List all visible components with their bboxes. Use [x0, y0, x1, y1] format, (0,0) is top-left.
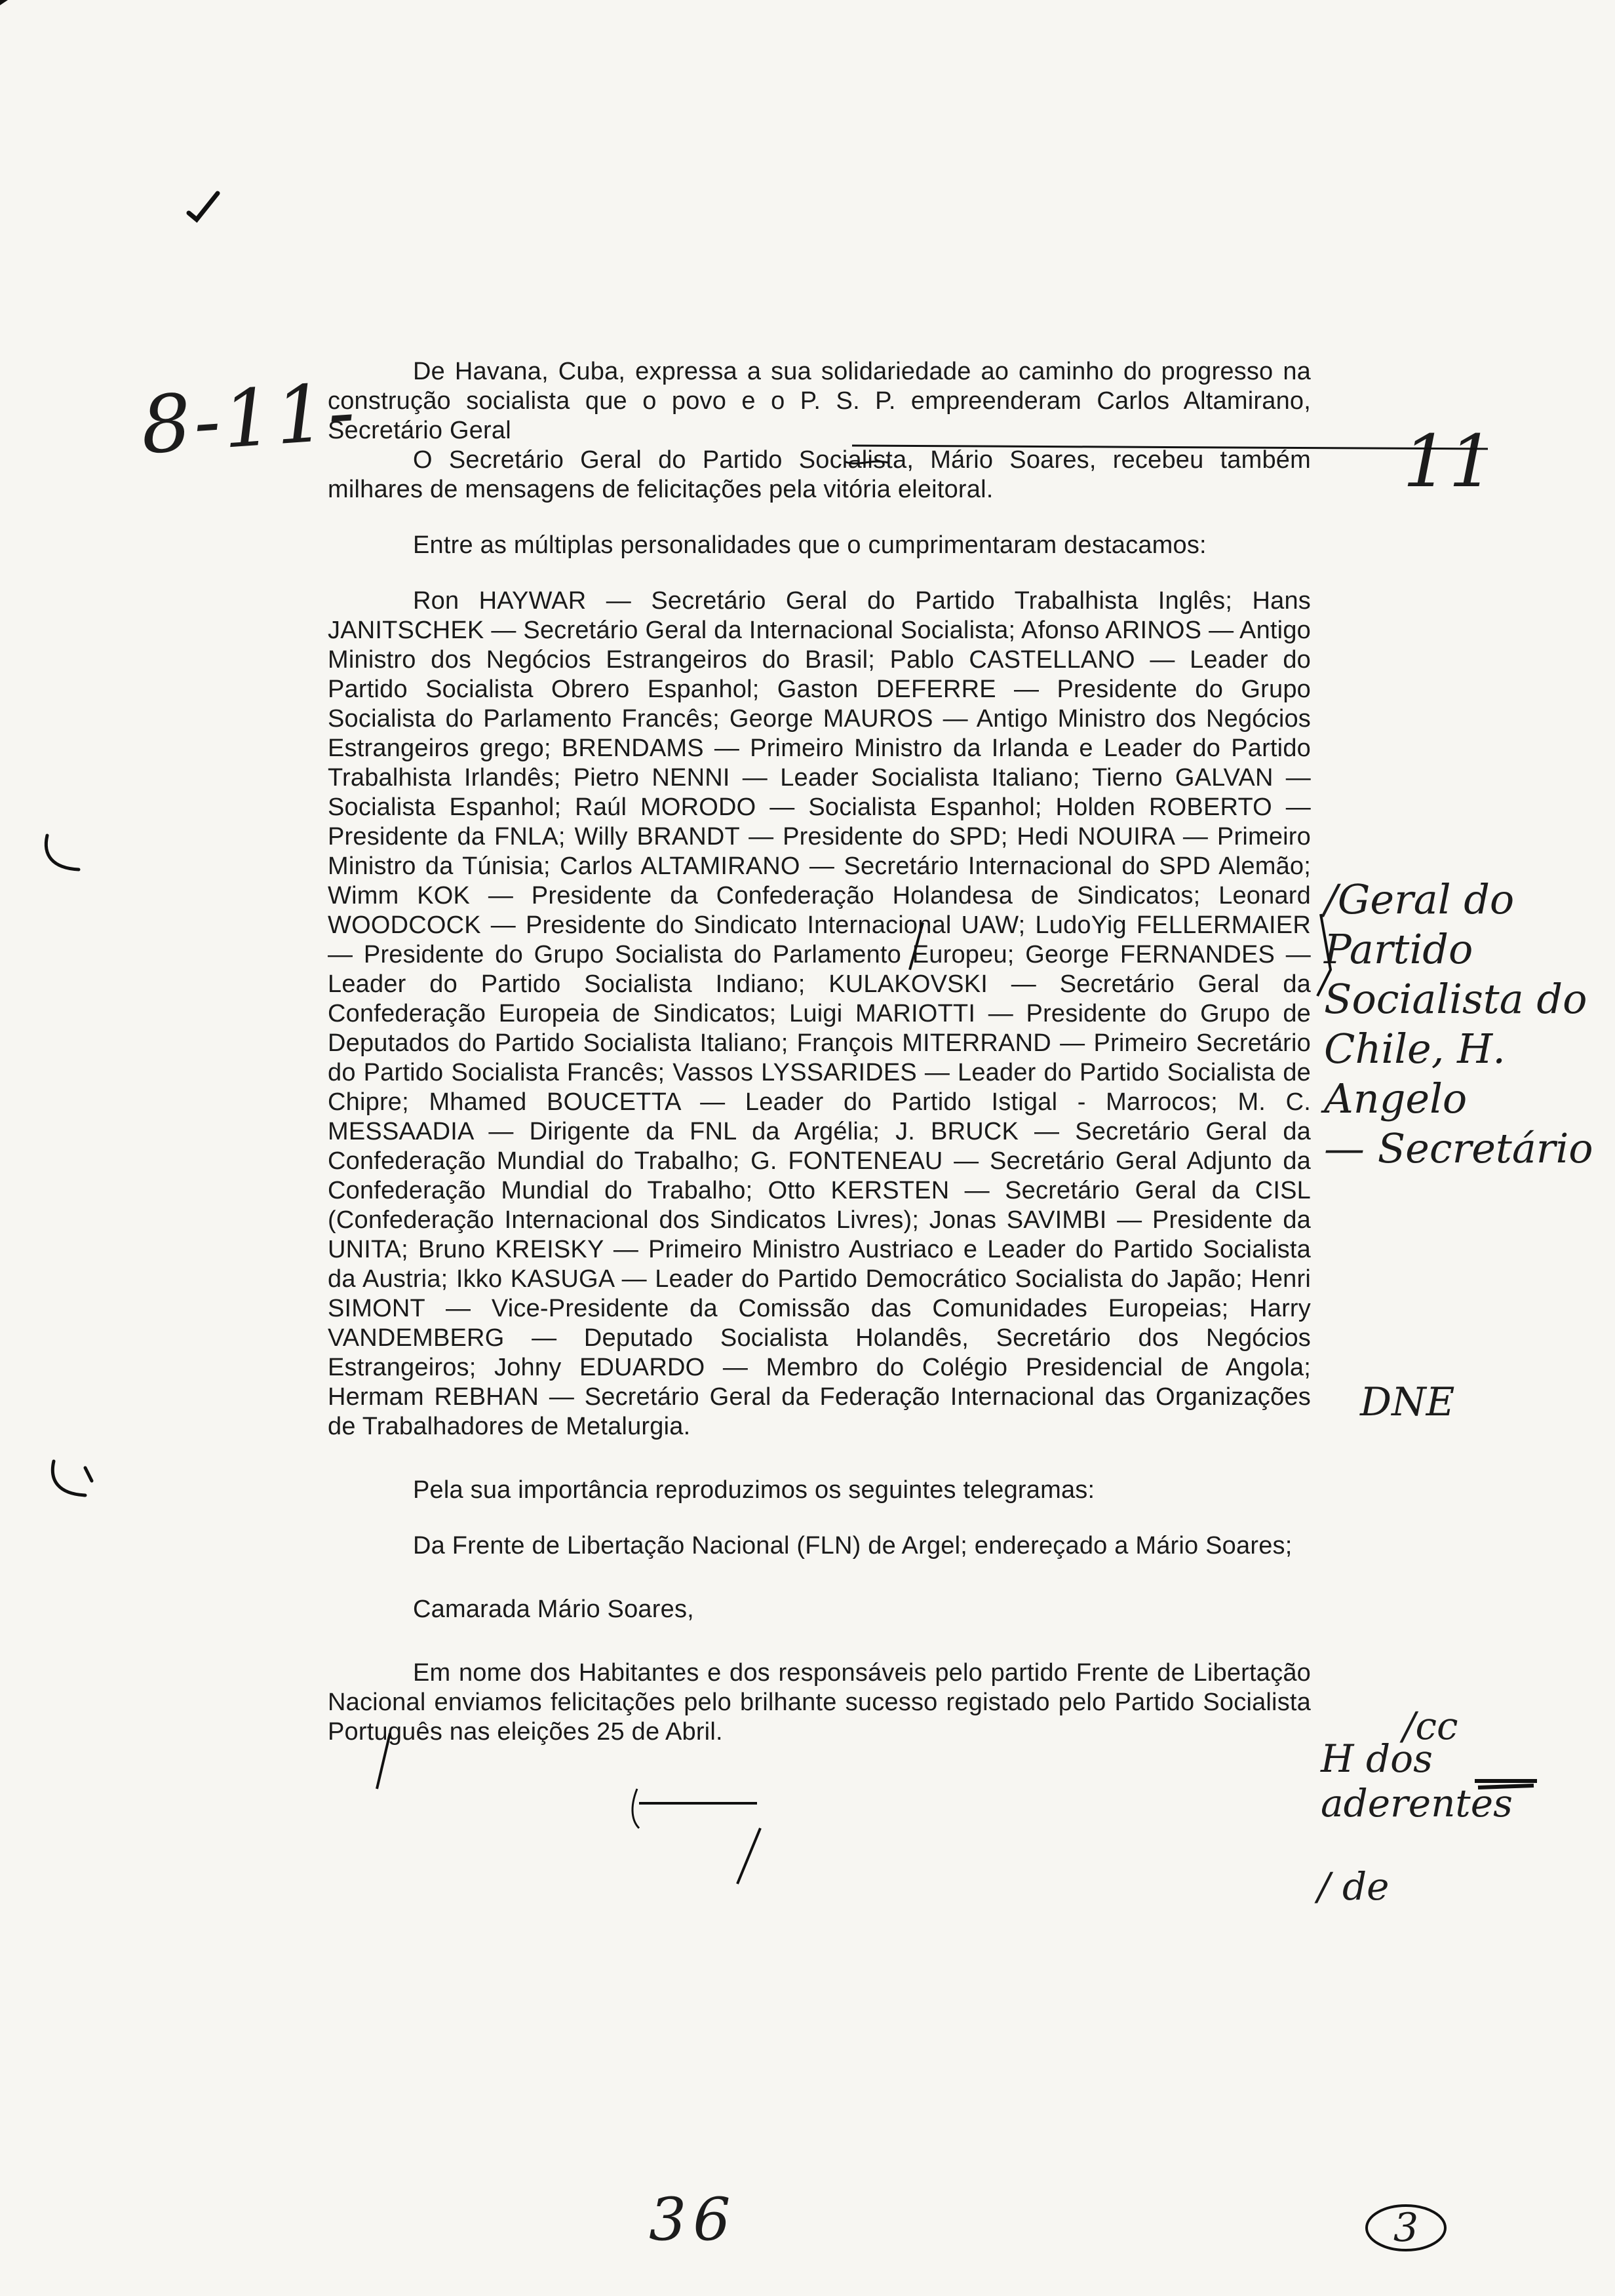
handwritten-de: / de	[1317, 1864, 1390, 1909]
handwritten-margin-note	[1324, 875, 1612, 1174]
handwritten-dos-aderentes: H dos aderentes	[1321, 1736, 1513, 1826]
margin-note-line: Chile, H. Angelo	[1324, 1025, 1506, 1122]
margin-note-line: /Geral do Partido	[1324, 875, 1515, 973]
paragraph-telegramas-intro: Pela sua importância reproduzimos os seguintes telegramas:	[413, 1476, 1095, 1504]
paragraph-personalidades-list: Ron HAYWAR — Secretário Geral do Partido Trabalhista Inglês; Hans JANITSCHEK — Secretário Geral da Internacional Socialista; Afonso ARINOS — Antigo Ministro dos Negócios Estrangeiros do Brasil; Pablo CASTELLANO — Leader do Partido Socialista Obrero Espanhol; Gaston DEFERRE — Presidente do Grupo Socialista do Parlamento Francês; George MAUROS — Antigo Ministro dos Negócios Estrangeiros grego; BRENDAMS — Primeiro Ministro da Irlanda e Leader do Partido Trabalhista Irlandês; Pietro NENNI — Leader Socialista Italiano; Tierno GALVAN — Socialista Espanhol; Raúl MORODO — Socialista Espanhol; Holden ROBERTO — Presidente da FNLA; Willy BRANDT — Presidente do SPD; Hedi NOUIRA — Primeiro Ministro da Túnisia; Carlos ALTAMIRANO — Secretário Internacional do SPD Alemão; Wimm KOK — Presidente da Confederação Holandesa de Sindicatos; Leonard WOODCOCK — Presidente do Sindicato Internacional UAW; LudoYig FELLERMAIER — Presidente do Grupo Socialista do Parlamento Europeu; George FERNANDES — Leader do Partido Socialista Indiano; KULAKOVSKI — Secretário Geral da Confederação Europeia de Sindicatos; Luigi MARIOTTI — Presidente do Grupo de Deputados do Partido Socialista Italiano; François MITERRAND — Primeiro Secretário do Partido Socialista Francês; Vassos LYSSARIDES — Leader do Partido Socialista de Chipre; Mhamed BOUCETTA — Leader do Partido Istigal - Marrocos; M. C. MESSAADIA — Dirigente da FNL da Argélia; J. BRUCK — Secretário Geral da Confederação Mundial do Trabalho; G. FONTENEAU — Secretário Geral Adjunto da Confederação Mundial do Trabalho; Otto KERSTEN — Secretário Geral da CISL (Confederação Internacional dos Sindicatos Livres); Jonas SAVIMBI — Presidente da UNITA; Bruno KREISKY — Primeiro Ministro Austriaco e Leader do Partido Socialista da Austria; Ikko KASUGA — Leader do Partido Democrático Socialista do Japão; Henri SIMONT — Vice-Presidente da Comissão das Comunidades Europeias; Harry VANDEMBERG — Deputado Socialista Holandês, Secretário dos Negócios Estrangeiros; Johny EDUARDO — Membro do Colégio Presidencial de Angola; Hermam REBHAN — Secretário Geral da Federação Internacional das Organizações de Trabalhadores de Metalurgia.	[328, 587, 1311, 1440]
margin-bracket-mark	[39, 829, 92, 881]
paragraph-salutation: Camarada Mário Soares,	[413, 1596, 694, 1623]
paragraph-fln-argel: Da Frente de Libertação Nacional (FLN) de Argel; endereçado a Mário Soares;	[413, 1532, 1293, 1559]
paragraph-havana: De Havana, Cuba, expressa a sua solidariedade ao caminho do progresso na construção socialista que o povo e o P. S. P. empreenderam Carlos Altamirano, Secretário Geral	[328, 358, 1311, 444]
handwritten-dne: DNE	[1360, 1379, 1455, 1425]
margin-note-line: — Secretário	[1324, 1124, 1593, 1172]
paragraph-personalidades-intro: Entre as múltiplas personalidades que o cumprimentaram destacamos:	[413, 531, 1207, 559]
handwritten-page-number: 36	[649, 2185, 737, 2254]
margin-bracket-mark	[46, 1455, 98, 1507]
corner-scan-mark	[0, 0, 26, 26]
handwritten-left-annotation: 8-11-	[138, 366, 360, 472]
circled-page-number: 3	[1393, 2205, 1419, 2251]
handwritten-cc: /cc	[1403, 1704, 1458, 1748]
check-mark-icon	[184, 187, 223, 226]
margin-note-line: Socialista do	[1324, 975, 1587, 1023]
document-body	[328, 357, 1311, 1747]
paragraph-secretario-geral: O Secretário Geral do Partido Socialista, Mário Soares, recebeu também milhares de mensagens de felicitações pela vitória eleitoral.	[328, 446, 1311, 503]
handwritten-right-annotation: 11	[1403, 419, 1494, 503]
paragraph-em-nome: Em nome dos Habitantes e dos responsáveis pelo partido Frente de Libertação Nacional enviamos felicitações pelo brilhante sucesso registado pelo Partido Socialista Português nas eleições 25 de Abril.	[328, 1659, 1311, 1746]
